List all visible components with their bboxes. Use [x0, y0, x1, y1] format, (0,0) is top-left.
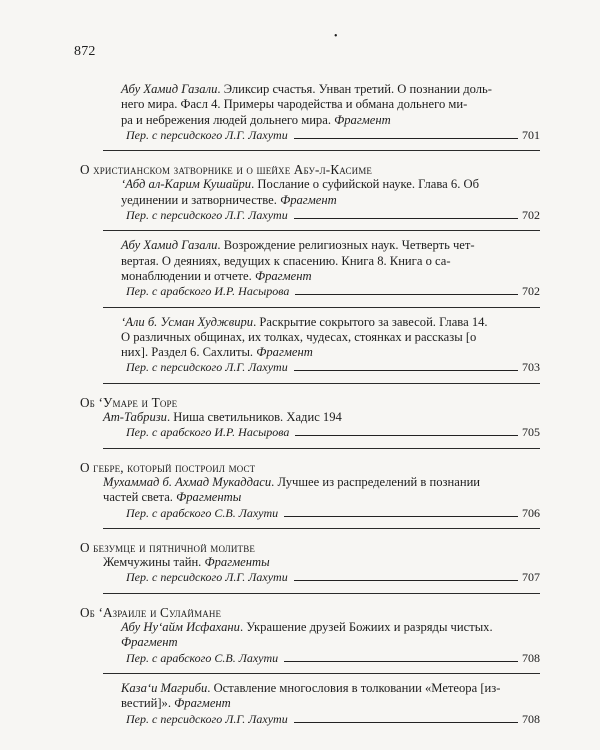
translation-line — [121, 360, 540, 375]
entry-title-line: Возрождение религиозных наук. Четверть чет- — [223, 238, 475, 253]
entry-page-number: 707 — [522, 570, 540, 585]
entry-author: Абу Хамид Газали — [121, 238, 218, 253]
dot-leader — [294, 579, 518, 581]
entry-title-line: вертая. О деяниях, ведущих к спасению. Книга 8. Книга о са- — [121, 253, 451, 268]
translation-line — [121, 651, 540, 666]
toc-entry: Абу Ну‘айм Исфахани. Украшение друзей Божиих и разряды чистых. Фрагмент Пер. с арабского С.В. Лахути 708 — [121, 620, 540, 665]
entry-fragment-label: Фрагмент — [256, 345, 313, 360]
entry-author: ‘Абд ал-Карим Кушайри — [121, 177, 252, 192]
section-heading: О гебре, который построил мост — [80, 459, 256, 475]
table-of-contents — [80, 82, 540, 727]
toc-entry: ‘Али б. Усман Худжвири. Раскрытие сокрытого за завесой. Глава 14. О различных общинах, их толках, чудесах, стоянках и рассказы [о них]. Раздел 6. Сахлиты. Фрагмент Пер. с персидского Л.Г. Лахути 703 — [121, 314, 540, 375]
entry-page-number: 701 — [522, 127, 540, 142]
dot-leader — [284, 515, 518, 517]
translation-line — [103, 425, 540, 440]
entry-author: Ат-Табризи — [103, 410, 167, 425]
translator: Пер. с персидского Л.Г. Лахути — [126, 570, 288, 585]
toc-entry: Мухаммад б. Ахмад Мукаддаси. Лучшее из распределений в познании частей света. Фрагменты Пер. с арабского С.В. Лахути 706 — [103, 474, 540, 520]
entry-title-line: монаблюдении и отчете. — [121, 268, 252, 283]
entry-title-line: уединении и затворничестве. — [121, 192, 277, 207]
translation-line — [121, 712, 540, 727]
toc-entry: Ат-Табризи. Ниша светильников. Хадис 194 Пер. с арабского И.Р. Насырова 705 — [103, 410, 540, 440]
dot-leader — [294, 217, 518, 219]
dot-leader — [294, 137, 518, 139]
entry-fragment-label: Фрагмент — [121, 635, 178, 650]
translator: Пер. с персидского Л.Г. Лахути — [126, 127, 288, 142]
entry-page-number: 706 — [522, 505, 540, 520]
entry-title-line: ра и небрежения людей дольнего мира. — [121, 112, 331, 127]
translator: Пер. с арабского С.В. Лахути — [126, 650, 279, 665]
toc-section — [80, 540, 540, 586]
entry-title-line: Раскрытие сокрытого за завесой. Глава 14. — [259, 314, 488, 329]
translation-line — [121, 284, 540, 299]
translator: Пер. с персидского Л.Г. Лахути — [126, 711, 288, 726]
entry-page-number: 708 — [522, 711, 540, 726]
entry-text: Абу Хамид Газали. Эликсир счастья. Унван третий. О познании доль- него мира. Фасл 4. Примеры чародейства и обмана дольнего ми- ра и небрежения людей дольнего мира. Фрагмент — [121, 82, 492, 127]
entry-title-line: Лучшее из распределений в познании — [277, 474, 481, 489]
section-heading: О безумце и пятничной молитве — [80, 539, 255, 555]
section-heading: О христианском затворнике и о шейхе Абу-л-Касиме — [80, 162, 373, 178]
entry-author: Мухаммад б. Ахмад Мукаддаси — [103, 474, 272, 489]
entry-author: Абу Хамид Газали — [121, 82, 218, 96]
entry-title-line: него мира. Фасл 4. Примеры чародейства и обмана дольнего ми- — [121, 97, 468, 112]
entry-page-number: 703 — [522, 360, 540, 375]
toc-entry: Каза‘и Магриби. Оставление многословия в толковании «Метеора [из- вестий]». Фрагмент Пер. с персидского Л.Г. Лахути 708 — [121, 680, 540, 726]
entry-page-number: 708 — [522, 650, 540, 665]
entry-title-line: них]. Раздел 6. Сахлиты. — [121, 345, 254, 360]
toc-entry: ‘Абд ал-Карим Кушайри. Послание о суфийской науке. Глава 6. Об уединении и затворничестве. Фрагмент Пер. с персидского Л.Г. Лахути 702 — [121, 177, 540, 223]
entry-title-line: Эликсир счастья. Унван третий. О познании доль- — [223, 82, 492, 96]
entry-fragment-label: Фрагмент — [280, 192, 337, 207]
entry-fragment-label: Фрагменты — [176, 490, 242, 505]
entry-fragment-label: Фрагмент — [254, 268, 312, 283]
entry-author: Абу Ну‘айм Исфахани — [121, 620, 240, 635]
translator: Пер. с арабского И.Р. Насырова — [126, 284, 290, 299]
entry-page-number: 702 — [522, 208, 540, 223]
dot-leader — [295, 434, 518, 436]
entry-page-number: 705 — [522, 425, 540, 440]
translator: Пер. с персидского Л.Г. Лахути — [126, 208, 288, 223]
dot-leader — [294, 721, 518, 723]
entry-page-number: 702 — [522, 284, 540, 299]
section-heading: Об ‘Умаре и Торе — [80, 394, 178, 410]
entry-title-line: Ниша светильников. Хадис 194 — [173, 410, 342, 425]
top-mark: • — [334, 31, 338, 42]
translation-line — [121, 208, 540, 223]
toc-entry — [80, 82, 540, 143]
entry-title-line: Украшение друзей Божиих и разряды чистых. — [246, 620, 493, 635]
entry-title-line: Послание о суфийской науке. Глава 6. Об — [257, 177, 480, 192]
toc-entry — [80, 555, 540, 586]
entry-fragment-label: Фрагменты — [204, 555, 270, 570]
entry-title-line: частей света. — [103, 490, 173, 505]
translation-line — [103, 570, 540, 585]
translator: Пер. с арабского И.Р. Насырова — [126, 425, 290, 440]
entry-title-line: Оставление многословия в толковании «Метеора [из- — [213, 680, 501, 695]
dot-leader — [295, 293, 518, 295]
toc-section — [80, 605, 540, 727]
dot-leader — [294, 369, 518, 371]
entry-title-line: О различных общинах, их толках, чудесах, стоянках и рассказы [о — [121, 329, 477, 344]
translator: Пер. с арабского С.В. Лахути — [126, 505, 279, 520]
entry-author: ‘Али б. Усман Худжвири — [121, 314, 254, 329]
section-heading: Об ‘Азраиле и Сулаймане — [80, 604, 222, 620]
entry-title-line: Жемчужины тайн. — [103, 555, 202, 570]
translator: Пер. с персидского Л.Г. Лахути — [126, 360, 288, 375]
page-number: 872 — [74, 44, 96, 59]
toc-section — [80, 460, 540, 521]
entry-title-line: вестий]». — [121, 696, 171, 711]
toc-section — [80, 395, 540, 441]
dot-leader — [284, 660, 518, 662]
entry-fragment-label: Фрагмент — [334, 112, 391, 127]
toc-entry: Абу Хамид Газали. Возрождение религиозных наук. Четверть чет- вертая. О деяниях, ведущих к спасению. Книга 8. Книга о са- монаблюдении и отчете. Фрагмент Пер. с арабского И.Р. Насырова 702 — [121, 238, 540, 299]
entry-author: Каза‘и Магриби — [121, 680, 208, 695]
entry-fragment-label: Фрагмент — [174, 696, 231, 711]
toc-section — [80, 162, 540, 376]
translation-line — [103, 506, 540, 521]
translation-line — [121, 128, 540, 143]
